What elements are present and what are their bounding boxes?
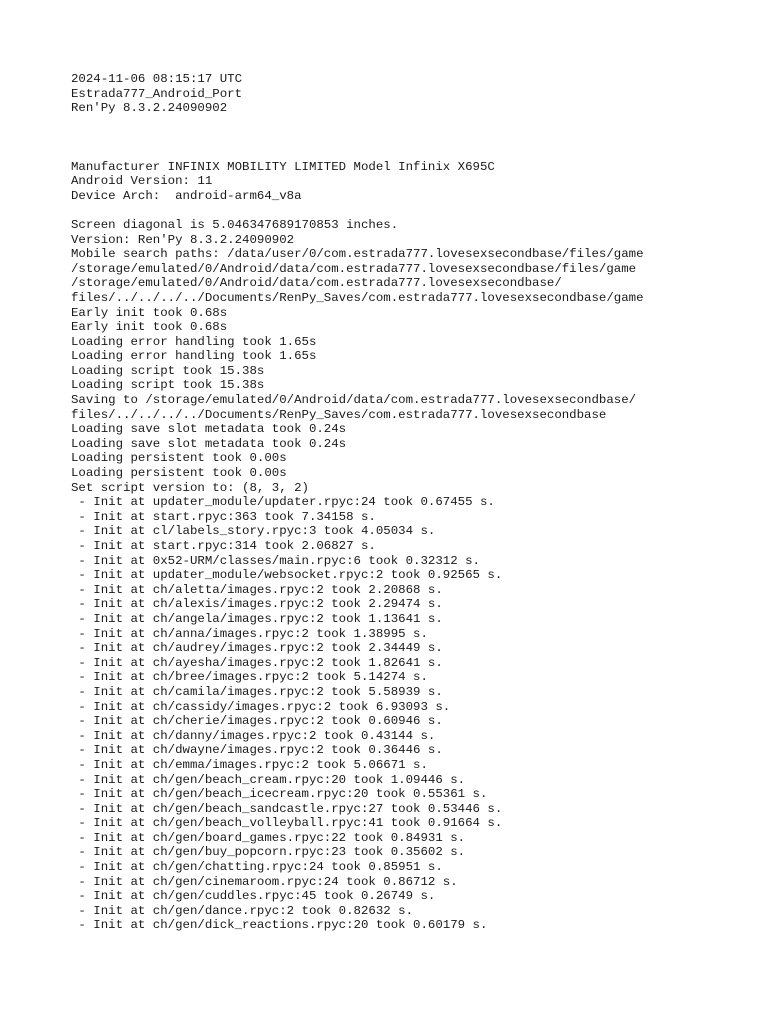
log-line: /storage/emulated/0/Android/data/com.estrada777.lovesexsecondbase/files/game (71, 261, 637, 276)
log-line: Set script version to: (8, 3, 2) (71, 480, 309, 495)
log-line: Loading error handling took 1.65s (71, 334, 317, 349)
log-line: - Init at ch/alexis/images.rpyc:2 took 2.29474 s. (71, 597, 443, 612)
log-line: - Init at start.rpyc:363 took 7.34158 s. (71, 509, 376, 524)
log-line: - Init at ch/dwayne/images.rpyc:2 took 0.36446 s. (71, 743, 443, 758)
log-line: Early init took 0.68s (71, 305, 228, 320)
log-line: Loading script took 15.38s (71, 378, 265, 393)
log-line: - Init at ch/gen/dance.rpyc:2 took 0.82632 s. (71, 903, 414, 918)
log-line: files/../../../../Documents/RenPy_Saves/com.estrada777.lovesexsecondbase (71, 407, 607, 422)
log-line: - Init at ch/gen/buy_popcorn.rpyc:23 took 0.35602 s. (71, 845, 466, 860)
log-line: - Init at ch/gen/cuddles.rpyc:45 took 0.26749 s. (71, 889, 436, 904)
log-line: - Init at 0x52-URM/classes/main.rpyc:6 took 0.32312 s. (71, 553, 480, 568)
log-line: 2024-11-06 08:15:17 UTC (71, 72, 243, 86)
log-line: Loading persistent took 0.00s (71, 466, 287, 481)
log-line: - Init at ch/ayesha/images.rpyc:2 took 1.82641 s. (71, 655, 443, 670)
log-line: - Init at ch/anna/images.rpyc:2 took 1.38995 s. (71, 626, 428, 641)
log-line: Loading save slot metadata took 0.24s (71, 436, 347, 451)
log-line: Version: Ren'Py 8.3.2.24090902 (71, 232, 295, 247)
log-line: - Init at ch/angela/images.rpyc:2 took 1.13641 s. (71, 611, 443, 626)
log-line: - Init at ch/gen/board_games.rpyc:22 took 0.84931 s. (71, 830, 466, 845)
log-line: - Init at ch/camila/images.rpyc:2 took 5.58939 s. (71, 684, 443, 699)
log-line: Loading persistent took 0.00s (71, 451, 287, 466)
log-line: - Init at ch/aletta/images.rpyc:2 took 2.20868 s. (71, 582, 443, 597)
log-line (71, 145, 761, 160)
log-line: - Init at ch/bree/images.rpyc:2 took 5.14274 s. (71, 670, 428, 685)
log-line: Manufacturer INFINIX MOBILITY LIMITED Model Infinix X695C (71, 159, 495, 174)
log-line: - Init at ch/danny/images.rpyc:2 took 0.43144 s. (71, 728, 436, 743)
log-line: files/../../../../Documents/RenPy_Saves/com.estrada777.lovesexsecondbase/game (71, 290, 644, 305)
log-line: - Init at ch/cherie/images.rpyc:2 took 0.60946 s. (71, 714, 443, 729)
log-line: - Init at ch/gen/beach_cream.rpyc:20 took 1.09446 s. (71, 772, 466, 787)
log-line: - Init at ch/emma/images.rpyc:2 took 5.06671 s. (71, 757, 428, 772)
log-line: - Init at ch/gen/cinemaroom.rpyc:24 took 0.86712 s. (71, 874, 458, 889)
log-line: Loading error handling took 1.65s (71, 349, 317, 364)
log-line: - Init at ch/gen/beach_icecream.rpyc:20 took 0.55361 s. (71, 787, 488, 802)
log-line: Ren'Py 8.3.2.24090902 (71, 101, 228, 116)
log-line: - Init at updater_module/websocket.rpyc:2 took 0.92565 s. (71, 568, 503, 583)
log-line: - Init at ch/cassidy/images.rpyc:2 took 6.93093 s. (71, 699, 451, 714)
log-line: - Init at start.rpyc:314 took 2.06827 s. (71, 539, 376, 553)
log-line: - Init at ch/gen/chatting.rpyc:24 took 0.85951 s. (71, 860, 443, 875)
log-text (71, 72, 761, 933)
log-line: Loading script took 15.38s (71, 363, 265, 378)
log-line: Mobile search paths: /data/user/0/com.estrada777.lovesexsecondbase/files/game (71, 247, 644, 262)
log-line: Device Arch: android-arm64_v8a (71, 188, 302, 203)
log-line: Loading save slot metadata took 0.24s (71, 422, 347, 437)
log-line: Early init took 0.68s (71, 320, 228, 335)
log-line (71, 116, 761, 131)
log-line: Estrada777_Android_Port (71, 86, 243, 101)
log-line: - Init at ch/gen/beach_volleyball.rpyc:41 took 0.91664 s. (71, 816, 503, 831)
log-line (71, 130, 761, 145)
log-line: - Init at ch/audrey/images.rpyc:2 took 2.34449 s. (71, 641, 443, 656)
log-line: Android Version: 11 (71, 174, 213, 189)
log-line: Saving to /storage/emulated/0/Android/data/com.estrada777.lovesexsecondbase/ (71, 393, 637, 408)
log-line: - Init at updater_module/updater.rpyc:24 took 0.67455 s. (71, 495, 495, 510)
log-line: - Init at ch/gen/dick_reactions.rpyc:20 took 0.60179 s. (71, 918, 488, 933)
log-line: Screen diagonal is 5.046347689170853 inches. (71, 217, 399, 232)
log-line: - Init at cl/labels_story.rpyc:3 took 4.05034 s. (71, 524, 436, 539)
log-line (71, 203, 761, 218)
log-line: - Init at ch/gen/beach_sandcastle.rpyc:27 took 0.53446 s. (71, 801, 503, 816)
log-line: /storage/emulated/0/Android/data/com.estrada777.lovesexsecondbase/ (71, 276, 562, 291)
